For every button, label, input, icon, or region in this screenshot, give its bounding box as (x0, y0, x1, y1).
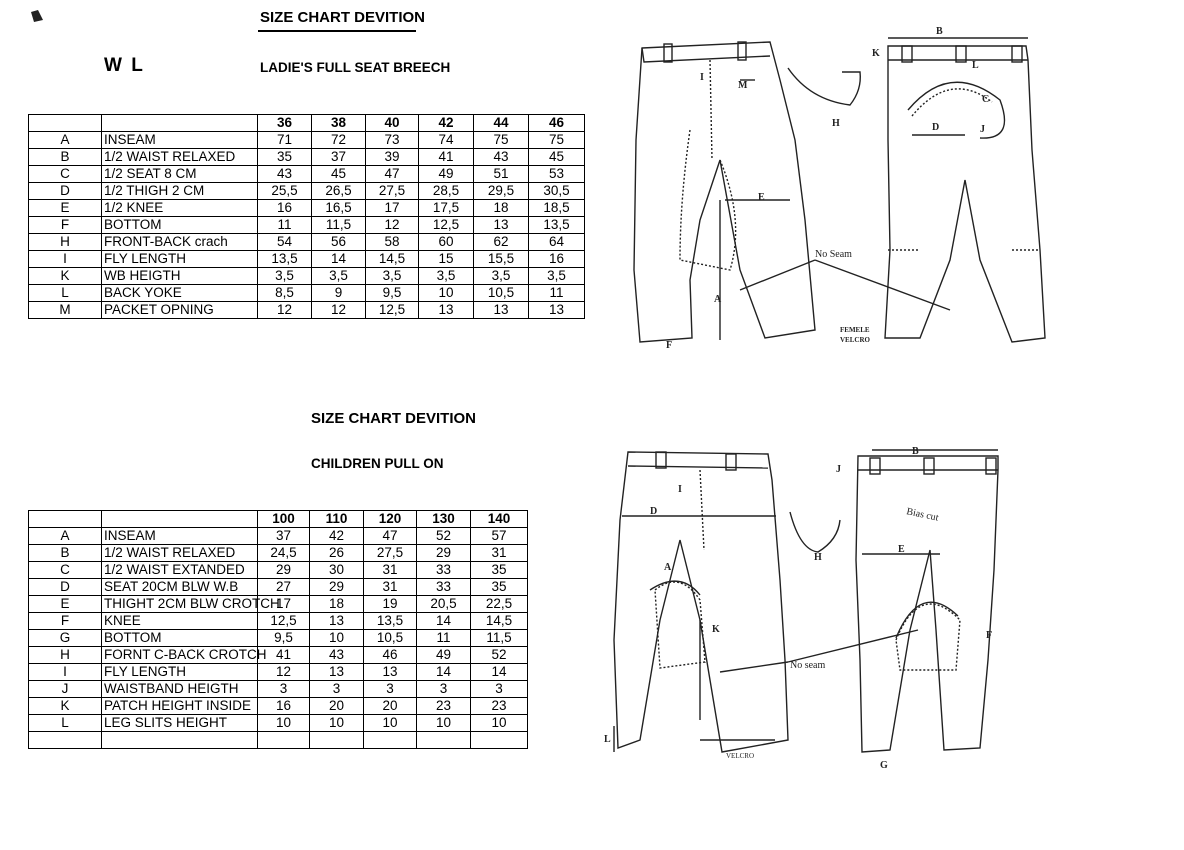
measure-cell: 56 (312, 234, 366, 251)
measure-cell: 27,5 (366, 183, 419, 200)
row-label-cell: BACK YOKE (102, 285, 258, 302)
row-label-cell: THIGHT 2CM BLW CROTCH (102, 596, 258, 613)
row-label-cell: FRONT-BACK crach (102, 234, 258, 251)
measure-cell: 15,5 (474, 251, 529, 268)
child-diagram-letter-e: E (898, 544, 905, 555)
table-row (29, 234, 585, 251)
row-code-cell: D (29, 183, 102, 200)
measure-cell: 14 (417, 613, 471, 630)
row-label-cell: INSEAM (102, 528, 258, 545)
measure-cell: 14,5 (471, 613, 528, 630)
row-label-cell: 1/2 THIGH 2 CM (102, 183, 258, 200)
measure-cell: 20,5 (417, 596, 471, 613)
measure-cell: 39 (366, 149, 419, 166)
measure-cell: 43 (258, 166, 312, 183)
measure-cell: 10 (310, 630, 364, 647)
table-row (29, 664, 528, 681)
measure-cell: 23 (471, 698, 528, 715)
children-pullon-diagram (600, 440, 1020, 770)
row-label-cell: 1/2 WAIST RELAXED (102, 545, 258, 562)
ladies-chart-subtitle: LADIE'S FULL SEAT BREECH (260, 60, 451, 75)
row-code-cell: B (29, 545, 102, 562)
measure-cell: 10 (258, 715, 310, 732)
measure-cell: 29 (417, 545, 471, 562)
ladies-diagram-labels (666, 26, 989, 351)
measure-cell: 31 (471, 545, 528, 562)
measure-cell: 16 (258, 200, 312, 217)
measure-cell: 43 (310, 647, 364, 664)
measure-cell: 14 (417, 664, 471, 681)
table-row (29, 268, 585, 285)
measure-cell: 3,5 (366, 268, 419, 285)
measure-cell: 15 (419, 251, 474, 268)
child-diagram-letter-j: J (836, 464, 841, 475)
measure-cell: 3,5 (529, 268, 585, 285)
measure-cell: 41 (258, 647, 310, 664)
blank-cell (102, 732, 258, 749)
measure-cell: 47 (364, 528, 417, 545)
measure-cell: 49 (419, 166, 474, 183)
table-row (29, 698, 528, 715)
diagram-letter-e: E (758, 192, 765, 203)
measure-cell: 47 (366, 166, 419, 183)
measure-cell: 22,5 (471, 596, 528, 613)
measure-cell: 42 (310, 528, 364, 545)
femele-note: FEMELE (840, 326, 870, 334)
measure-cell: 12,5 (366, 302, 419, 319)
measure-cell: 14 (471, 664, 528, 681)
measure-cell: 3 (417, 681, 471, 698)
blank-cell (471, 732, 528, 749)
size-header-cell: 100 (258, 511, 310, 528)
measure-cell: 13 (529, 302, 585, 319)
row-code-cell: C (29, 562, 102, 579)
measure-cell: 11 (529, 285, 585, 302)
table-row (29, 528, 528, 545)
measure-cell: 13 (474, 217, 529, 234)
row-label-cell: WAISTBAND HEIGTH (102, 681, 258, 698)
measure-cell: 10 (417, 715, 471, 732)
measure-cell: 27,5 (364, 545, 417, 562)
children-chart-subtitle: CHILDREN PULL ON (311, 456, 444, 471)
blank-cell (417, 732, 471, 749)
measure-cell: 17 (366, 200, 419, 217)
measure-cell: 45 (312, 166, 366, 183)
measure-cell: 3,5 (312, 268, 366, 285)
table-row (29, 200, 585, 217)
child-velcro-note: VELCRO (726, 752, 754, 760)
measure-cell: 26,5 (312, 183, 366, 200)
table-row (29, 562, 528, 579)
row-code-cell: C (29, 166, 102, 183)
measure-cell: 13,5 (258, 251, 312, 268)
measure-cell: 12 (258, 664, 310, 681)
size-header-cell: 44 (474, 115, 529, 132)
child-diagram-letter-i: I (678, 484, 682, 495)
diagram-letter-j: J (980, 124, 985, 135)
row-label-cell: 1/2 WAIST RELAXED (102, 149, 258, 166)
measure-cell: 41 (419, 149, 474, 166)
measure-cell: 52 (417, 528, 471, 545)
row-label-cell: 1/2 WAIST EXTANDED (102, 562, 258, 579)
row-label-cell: LEG SLITS HEIGHT (102, 715, 258, 732)
size-header-cell: 38 (312, 115, 366, 132)
table-row (29, 132, 585, 149)
measure-cell: 3 (471, 681, 528, 698)
measure-cell: 72 (312, 132, 366, 149)
measure-cell: 13,5 (364, 613, 417, 630)
measure-cell: 18 (310, 596, 364, 613)
row-code-cell: K (29, 698, 102, 715)
row-label-cell: BOTTOM (102, 630, 258, 647)
child-diagram-letter-a: A (664, 562, 672, 573)
measure-cell: 16,5 (312, 200, 366, 217)
measure-cell: 64 (529, 234, 585, 251)
measure-cell: 53 (529, 166, 585, 183)
measure-cell: 11 (258, 217, 312, 234)
row-code-cell: L (29, 285, 102, 302)
size-header-cell: 140 (471, 511, 528, 528)
measure-cell: 16 (529, 251, 585, 268)
measure-cell: 16 (258, 698, 310, 715)
row-code-cell: L (29, 715, 102, 732)
brand-logo-text: W L (104, 55, 145, 76)
row-code-cell: E (29, 596, 102, 613)
row-label-cell: 1/2 KNEE (102, 200, 258, 217)
row-label-cell: BOTTOM (102, 217, 258, 234)
measure-cell: 49 (417, 647, 471, 664)
measure-cell: 11,5 (312, 217, 366, 234)
measure-cell: 10,5 (474, 285, 529, 302)
row-code-cell: E (29, 200, 102, 217)
diagram-letter-m: M (738, 80, 748, 91)
measure-cell: 12,5 (258, 613, 310, 630)
table-row (29, 579, 528, 596)
table-row (29, 715, 528, 732)
blank-cell (364, 732, 417, 749)
diagram-letter-k: K (872, 48, 880, 59)
diagram-letter-c: C (982, 94, 990, 105)
measure-cell: 54 (258, 234, 312, 251)
measure-cell: 35 (258, 149, 312, 166)
child-diagram-letter-f: F (986, 630, 993, 641)
table-row (29, 149, 585, 166)
measure-cell: 75 (474, 132, 529, 149)
measure-cell: 3 (310, 681, 364, 698)
row-label-cell: WB HEIGTH (102, 268, 258, 285)
table-row (29, 647, 528, 664)
velcro-note: VELCRO (840, 336, 870, 344)
measure-cell: 58 (366, 234, 419, 251)
blank-cell (29, 732, 102, 749)
measure-cell: 10 (310, 715, 364, 732)
children-size-table (28, 510, 528, 749)
size-header-cell: 110 (310, 511, 364, 528)
measure-cell: 17,5 (419, 200, 474, 217)
measure-cell: 24,5 (258, 545, 310, 562)
measure-cell: 27 (258, 579, 310, 596)
size-header-cell: 120 (364, 511, 417, 528)
diagram-letter-f: F (666, 340, 673, 351)
no-seam-note: No Seam (815, 249, 852, 260)
measure-cell: 51 (474, 166, 529, 183)
measure-cell: 13 (310, 613, 364, 630)
row-label-cell: PATCH HEIGHT INSIDE (102, 698, 258, 715)
children-chart-title: SIZE CHART DEVITION (311, 410, 477, 427)
measure-cell: 10 (364, 715, 417, 732)
row-code-cell: F (29, 613, 102, 630)
row-label-cell: FLY LENGTH (102, 664, 258, 681)
ladies-breech-diagram (620, 20, 1060, 360)
measure-cell: 30 (310, 562, 364, 579)
size-header-cell: 130 (417, 511, 471, 528)
measure-cell: 75 (529, 132, 585, 149)
corner-mark-icon (28, 8, 46, 24)
child-diagram-letter-l: L (604, 734, 611, 745)
table-row (29, 217, 585, 234)
row-code-cell: J (29, 681, 102, 698)
row-code-cell: I (29, 251, 102, 268)
table-row (29, 545, 528, 562)
measure-cell: 33 (417, 579, 471, 596)
measure-cell: 35 (471, 579, 528, 596)
diagram-letter-d: D (932, 122, 940, 133)
measure-cell: 73 (366, 132, 419, 149)
row-code-cell: F (29, 217, 102, 234)
measure-cell: 13 (474, 302, 529, 319)
measure-cell: 31 (364, 579, 417, 596)
measure-cell: 62 (474, 234, 529, 251)
table-row (29, 613, 528, 630)
blank-cell (258, 732, 310, 749)
row-code-cell: B (29, 149, 102, 166)
row-label-cell: FLY LENGTH (102, 251, 258, 268)
measure-cell: 13 (310, 664, 364, 681)
measure-cell: 31 (364, 562, 417, 579)
size-header-cell: 40 (366, 115, 419, 132)
measure-cell: 3 (258, 681, 310, 698)
measure-cell: 14,5 (366, 251, 419, 268)
row-label-cell: 1/2 SEAT 8 CM (102, 166, 258, 183)
measure-cell: 3,5 (258, 268, 312, 285)
measure-cell: 3 (364, 681, 417, 698)
measure-cell: 35 (471, 562, 528, 579)
blank-row (29, 732, 528, 749)
header-blank-cell (29, 511, 102, 528)
measure-cell: 29 (310, 579, 364, 596)
child-diagram-letter-d: D (650, 506, 658, 517)
row-code-cell: G (29, 630, 102, 647)
title-underline (258, 30, 416, 32)
measure-cell: 10 (471, 715, 528, 732)
row-code-cell: D (29, 579, 102, 596)
ladies-size-table (28, 114, 585, 319)
measure-cell: 20 (364, 698, 417, 715)
measure-cell: 9,5 (258, 630, 310, 647)
measure-cell: 10 (419, 285, 474, 302)
measure-cell: 29 (258, 562, 310, 579)
table-row (29, 166, 585, 183)
row-code-cell: H (29, 234, 102, 251)
size-header-row (29, 511, 528, 528)
blank-cell (310, 732, 364, 749)
measure-cell: 10,5 (364, 630, 417, 647)
row-label-cell: KNEE (102, 613, 258, 630)
measure-cell: 12 (366, 217, 419, 234)
measure-cell: 33 (417, 562, 471, 579)
size-header-cell: 36 (258, 115, 312, 132)
row-label-cell: SEAT 20CM BLW W.B (102, 579, 258, 596)
table-row (29, 285, 585, 302)
measure-cell: 13,5 (529, 217, 585, 234)
row-code-cell: A (29, 132, 102, 149)
child-diagram-letter-h: H (814, 552, 822, 563)
ladies-chart-title: SIZE CHART DEVITION (260, 9, 426, 26)
measure-cell: 60 (419, 234, 474, 251)
measure-cell: 37 (312, 149, 366, 166)
measure-cell: 26 (310, 545, 364, 562)
measure-cell: 12 (258, 302, 312, 319)
row-code-cell: M (29, 302, 102, 319)
measure-cell: 12 (312, 302, 366, 319)
header-blank-cell (29, 115, 102, 132)
measure-cell: 45 (529, 149, 585, 166)
measure-cell: 17 (258, 596, 310, 613)
table-row (29, 681, 528, 698)
measure-cell: 29,5 (474, 183, 529, 200)
child-diagram-letter-k: K (712, 624, 720, 635)
measure-cell: 3,5 (419, 268, 474, 285)
measure-cell: 9 (312, 285, 366, 302)
diagram-letter-h: H (832, 118, 840, 129)
measure-cell: 13 (419, 302, 474, 319)
header-blank-cell (102, 115, 258, 132)
measure-cell: 11,5 (471, 630, 528, 647)
diagram-letter-b: B (936, 26, 943, 37)
measure-cell: 57 (471, 528, 528, 545)
row-label-cell: INSEAM (102, 132, 258, 149)
measure-cell: 19 (364, 596, 417, 613)
diagram-letter-a: A (714, 294, 722, 305)
child-no-seam-note: No seam (790, 660, 826, 671)
measure-cell: 8,5 (258, 285, 312, 302)
size-header-row (29, 115, 585, 132)
measure-cell: 11 (417, 630, 471, 647)
measure-cell: 52 (471, 647, 528, 664)
row-label-cell: FORNT C-BACK CROTCH (102, 647, 258, 664)
size-header-cell: 46 (529, 115, 585, 132)
row-code-cell: A (29, 528, 102, 545)
table-row (29, 183, 585, 200)
measure-cell: 43 (474, 149, 529, 166)
measure-cell: 14 (312, 251, 366, 268)
diagram-letter-i: I (700, 72, 704, 83)
measure-cell: 3,5 (474, 268, 529, 285)
diagram-letter-l: L (972, 60, 979, 71)
measure-cell: 23 (417, 698, 471, 715)
header-blank-cell (102, 511, 258, 528)
measure-cell: 28,5 (419, 183, 474, 200)
measure-cell: 71 (258, 132, 312, 149)
measure-cell: 74 (419, 132, 474, 149)
measure-cell: 18 (474, 200, 529, 217)
measure-cell: 25,5 (258, 183, 312, 200)
table-row (29, 251, 585, 268)
bias-cut-note: Bias cut (905, 506, 940, 524)
child-diagram-letter-g: G (880, 760, 888, 771)
measure-cell: 18,5 (529, 200, 585, 217)
table-row (29, 596, 528, 613)
size-header-cell: 42 (419, 115, 474, 132)
table-row (29, 630, 528, 647)
row-code-cell: H (29, 647, 102, 664)
measure-cell: 20 (310, 698, 364, 715)
row-label-cell: PACKET OPNING (102, 302, 258, 319)
measure-cell: 46 (364, 647, 417, 664)
table-row (29, 302, 585, 319)
child-diagram-letter-b: B (912, 446, 919, 457)
measure-cell: 30,5 (529, 183, 585, 200)
measure-cell: 13 (364, 664, 417, 681)
row-code-cell: I (29, 664, 102, 681)
row-code-cell: K (29, 268, 102, 285)
measure-cell: 9,5 (366, 285, 419, 302)
measure-cell: 37 (258, 528, 310, 545)
measure-cell: 12,5 (419, 217, 474, 234)
